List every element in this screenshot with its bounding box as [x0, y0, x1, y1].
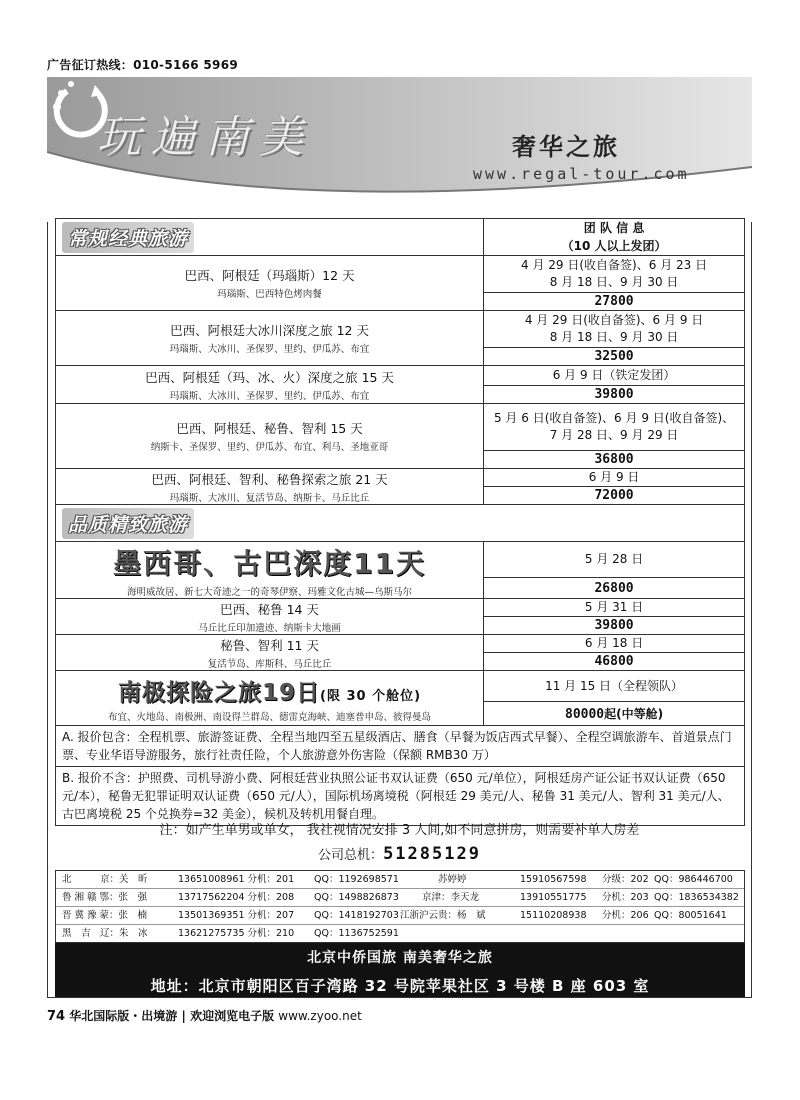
contact-ext-2: 分级：202	[602, 874, 649, 885]
contact-phone-2: 13910551775	[520, 892, 587, 903]
contact-row	[56, 907, 744, 925]
tour-highlights: 布宜、火地岛、南极洲、南设得兰群岛、德雷克海峡、迪塞普申岛、彼得曼岛	[108, 711, 432, 723]
tour-row	[56, 599, 745, 617]
tour-dates	[484, 469, 745, 487]
sun-logo-icon	[47, 77, 117, 147]
contact-name-2: 江浙沪云贵：杨 斌	[400, 910, 486, 921]
tour-price: 39800	[484, 617, 745, 635]
premium-section-label: 品质精致旅游	[62, 508, 194, 539]
page-footer	[47, 1007, 362, 1024]
banner-title: 玩遍南美	[97, 112, 313, 163]
brand-url: www.regal-tour.com	[473, 165, 690, 183]
tour-date-line: 8 月 18 日、9 月 30 日	[549, 330, 679, 344]
tour-name: 巴西、阿根廷大冰川深度之旅 12 天	[170, 323, 369, 338]
tour-dates	[484, 542, 745, 578]
contact-ext-2: 分机：206	[602, 910, 649, 921]
footer-url[interactable]: www.zyoo.net	[278, 1009, 362, 1023]
antarctic-price-suffix: 起(中等舱)	[604, 707, 664, 721]
hq-phone-label: 公司总机：	[318, 848, 384, 863]
tour-highlights: 复活节岛、库斯科、马丘比丘	[207, 658, 332, 670]
tour-dates	[484, 256, 745, 293]
tour-name-large: 墨西哥、古巴深度11天	[113, 547, 427, 580]
tour-date-line: 6 月 18 日	[584, 636, 644, 650]
tour-date-line: 8 月 18 日、9 月 30 日	[549, 275, 679, 289]
brand-name: 奢华之旅	[512, 132, 620, 161]
footer-cta: 欢迎浏览电子版	[190, 1009, 275, 1023]
classic-section-row	[56, 219, 745, 256]
tour-dates	[484, 404, 745, 451]
hq-phone-number: 51285129	[383, 844, 481, 864]
tour-row	[56, 404, 745, 451]
tour-highlights: 马丘比丘印加遗迹、纳斯卡大地画	[198, 622, 341, 634]
tour-name: 巴西、阿根廷（玛、冰、火）深度之旅 15 天	[145, 369, 394, 385]
contact-region: 黑 吉 辽：朱 冰	[62, 928, 148, 939]
tour-highlights: 玛瑙斯、大冰川、圣保罗、里约、伊瓜苏、布宜	[169, 344, 370, 355]
tour-date-line: 5 月 31 日	[584, 600, 644, 614]
tour-row	[56, 542, 745, 578]
antarctic-title	[56, 674, 483, 707]
team-info-title: 团 队 信 息	[583, 221, 645, 235]
tour-name: 秘鲁、智利 11 天	[220, 637, 319, 653]
contact-row	[56, 871, 744, 889]
tour-name-cell	[56, 599, 484, 635]
classic-section-header	[56, 219, 484, 256]
tour-date-line: 6 月 9 日	[588, 470, 640, 484]
contact-region: 晋 冀 豫 蒙：张 楠	[62, 910, 148, 921]
tour-row	[56, 366, 745, 386]
tour-name-cell	[56, 635, 484, 671]
antarctic-name-cell	[56, 671, 484, 726]
contact-phone: 13501369351 分机：207	[178, 910, 295, 921]
team-info-header	[484, 219, 745, 256]
premium-section-row	[56, 505, 745, 542]
tour-price: 26800	[484, 578, 745, 599]
team-info-subtitle: （10 人以上发团）	[561, 239, 667, 253]
tour-name-cell	[56, 256, 484, 311]
tour-dates	[484, 671, 745, 702]
contact-qq: QQ：1136752591	[314, 928, 399, 939]
contact-qq: QQ：1498826873	[314, 892, 399, 903]
tour-name-cell	[56, 542, 484, 599]
premium-section-header	[56, 505, 745, 542]
tour-highlights: 海明威故居、新七大奇迹之一的奇琴伊察、玛雅文化古城—乌斯马尔	[127, 587, 413, 598]
contact-row	[56, 925, 744, 942]
tour-date-line: 11 月 15 日（全程领队）	[545, 678, 684, 693]
tour-name: 巴西、秘鲁 14 天	[220, 601, 319, 617]
tour-dates	[484, 311, 745, 348]
tour-price: 32500	[484, 348, 745, 366]
tour-highlights: 玛瑙斯、大冰川、圣保罗、里约、伊瓜苏、布宜	[169, 390, 370, 402]
tour-name-cell	[56, 469, 484, 505]
tour-name-cell	[56, 366, 484, 404]
tour-table	[55, 218, 745, 826]
contact-phone-2: 15110208938	[520, 910, 587, 921]
antarctic-row	[56, 671, 745, 702]
room-note: 注：如产生单男或单女， 我社视情况安排 3 人间,如不同意拼房，则需要补单人房差	[159, 823, 640, 838]
tour-dates	[484, 366, 745, 386]
hq-phone	[47, 844, 752, 864]
page-number: 74	[47, 1009, 66, 1024]
tour-date-line: 5 月 6 日(收自备签)、6 月 9 日(收自备签)、	[493, 411, 735, 425]
tour-name: 巴西、阿根廷、智利、秘鲁探索之旅 21 天	[151, 471, 388, 487]
antarctic-name: 南极探险之旅19日	[118, 679, 321, 706]
contact-qq-2: QQ：1836534382	[654, 892, 739, 903]
price-excluded: B. 报价不含：护照费、司机导游小费、阿根廷营业执照公证书双认证费（650 元/单位），阿根廷房产证公证书双认证费（650 元/本），秘鲁无犯罪证明双认证费（650 元/人），国际机场离境税（阿根廷 29 美元/人、秘鲁 31 美元/人、智利 31 美元/人、古巴离境税 25 个兑换券=32 美金），候机及转机用餐自理。	[56, 767, 745, 826]
contact-ext-2: 分机：203	[602, 892, 649, 903]
tour-price: 36800	[484, 451, 745, 469]
contact-qq: QQ：1192698571	[314, 874, 399, 885]
tour-price: 46800	[484, 653, 745, 671]
contact-row	[56, 889, 744, 907]
tour-name-cell	[56, 404, 484, 469]
included-row	[56, 726, 745, 767]
tour-date-line: 4 月 29 日(收自备签)、6 月 23 日	[521, 258, 708, 272]
price-included: A. 报价包含：全程机票、旅游签证费、全程当地四至五星级酒店、膳食（早餐为饭店西式早餐）、全程空调旅游车、首道景点门票、专业华语导游服务，旅行社责任险，个人旅游意外伤害险（保额 RMB30 万）	[56, 726, 745, 767]
tour-price: 72000	[484, 487, 745, 505]
contact-region: 鲁 湘 赣 鄂：张 强	[62, 892, 148, 903]
footer-separator: |	[181, 1009, 186, 1023]
tour-date-line: 7 月 28 日、9 月 29 日	[549, 428, 679, 442]
tour-date-line: 4 月 29 日(收自备签)、6 月 9 日	[524, 313, 704, 327]
tour-dates	[484, 635, 745, 653]
excluded-row	[56, 767, 745, 826]
contact-qq: QQ：1418192703	[314, 910, 399, 921]
tour-price: 39800	[484, 386, 745, 404]
tour-price: 27800	[484, 293, 745, 311]
tour-name: 巴西、阿根廷、秘鲁、智利 15 天	[176, 421, 363, 436]
tour-highlights: 玛瑙斯、大冰川、复活节岛、纳斯卡、马丘比丘	[169, 492, 370, 504]
tour-date-line: 6 月 9 日（铁定发团）	[552, 368, 676, 382]
tour-row	[56, 256, 745, 293]
contact-phone: 13621275735 分机：210	[178, 928, 295, 939]
contact-phone: 13717562204 分机：208	[178, 892, 295, 903]
classic-section-label: 常规经典旅游	[62, 222, 194, 253]
tour-name-cell	[56, 311, 484, 366]
header-banner	[47, 77, 752, 222]
tour-row	[56, 311, 745, 348]
contact-qq-2: QQ：986446700	[654, 874, 733, 885]
contact-region: 北 京：关 昕	[62, 874, 148, 885]
antarctic-price: 80000	[565, 707, 605, 722]
tour-highlights: 纳斯卡、圣保罗、里约、伊瓜苏、布宜、利马、圣地亚哥	[150, 442, 389, 453]
contact-name-2: 苏婷婷	[438, 874, 467, 885]
publication-name: 华北国际版・出境游	[69, 1009, 178, 1023]
contact-name-2: 京津：李天龙	[422, 892, 480, 903]
tour-row	[56, 635, 745, 653]
tour-row	[56, 469, 745, 487]
tour-date-line: 5 月 28 日	[584, 552, 644, 566]
footer-banner	[55, 943, 745, 997]
tour-highlights: 玛瑙斯、巴西特色烤肉餐	[217, 289, 322, 300]
footer-company: 北京中侨国旅 南美奢华之旅	[307, 950, 493, 966]
ad-hotline: 广告征订热线：010-5166 5969	[47, 58, 239, 72]
antarctic-cabin-note: (限 30 个舱位)	[320, 688, 422, 704]
contact-phone-2: 15910567598	[520, 874, 587, 885]
contact-phone: 13651008961 分机：201	[178, 874, 295, 885]
footer-address: 地址：北京市朝阳区百子湾路 32 号院苹果社区 3 号楼 B 座 603 室	[150, 977, 650, 995]
contact-list	[55, 870, 745, 943]
antarctic-price-cell	[484, 702, 745, 726]
tour-dates	[484, 599, 745, 617]
tour-name: 巴西、阿根廷（玛瑙斯）12 天	[184, 268, 355, 283]
contact-qq-2: QQ：80051641	[654, 910, 727, 921]
